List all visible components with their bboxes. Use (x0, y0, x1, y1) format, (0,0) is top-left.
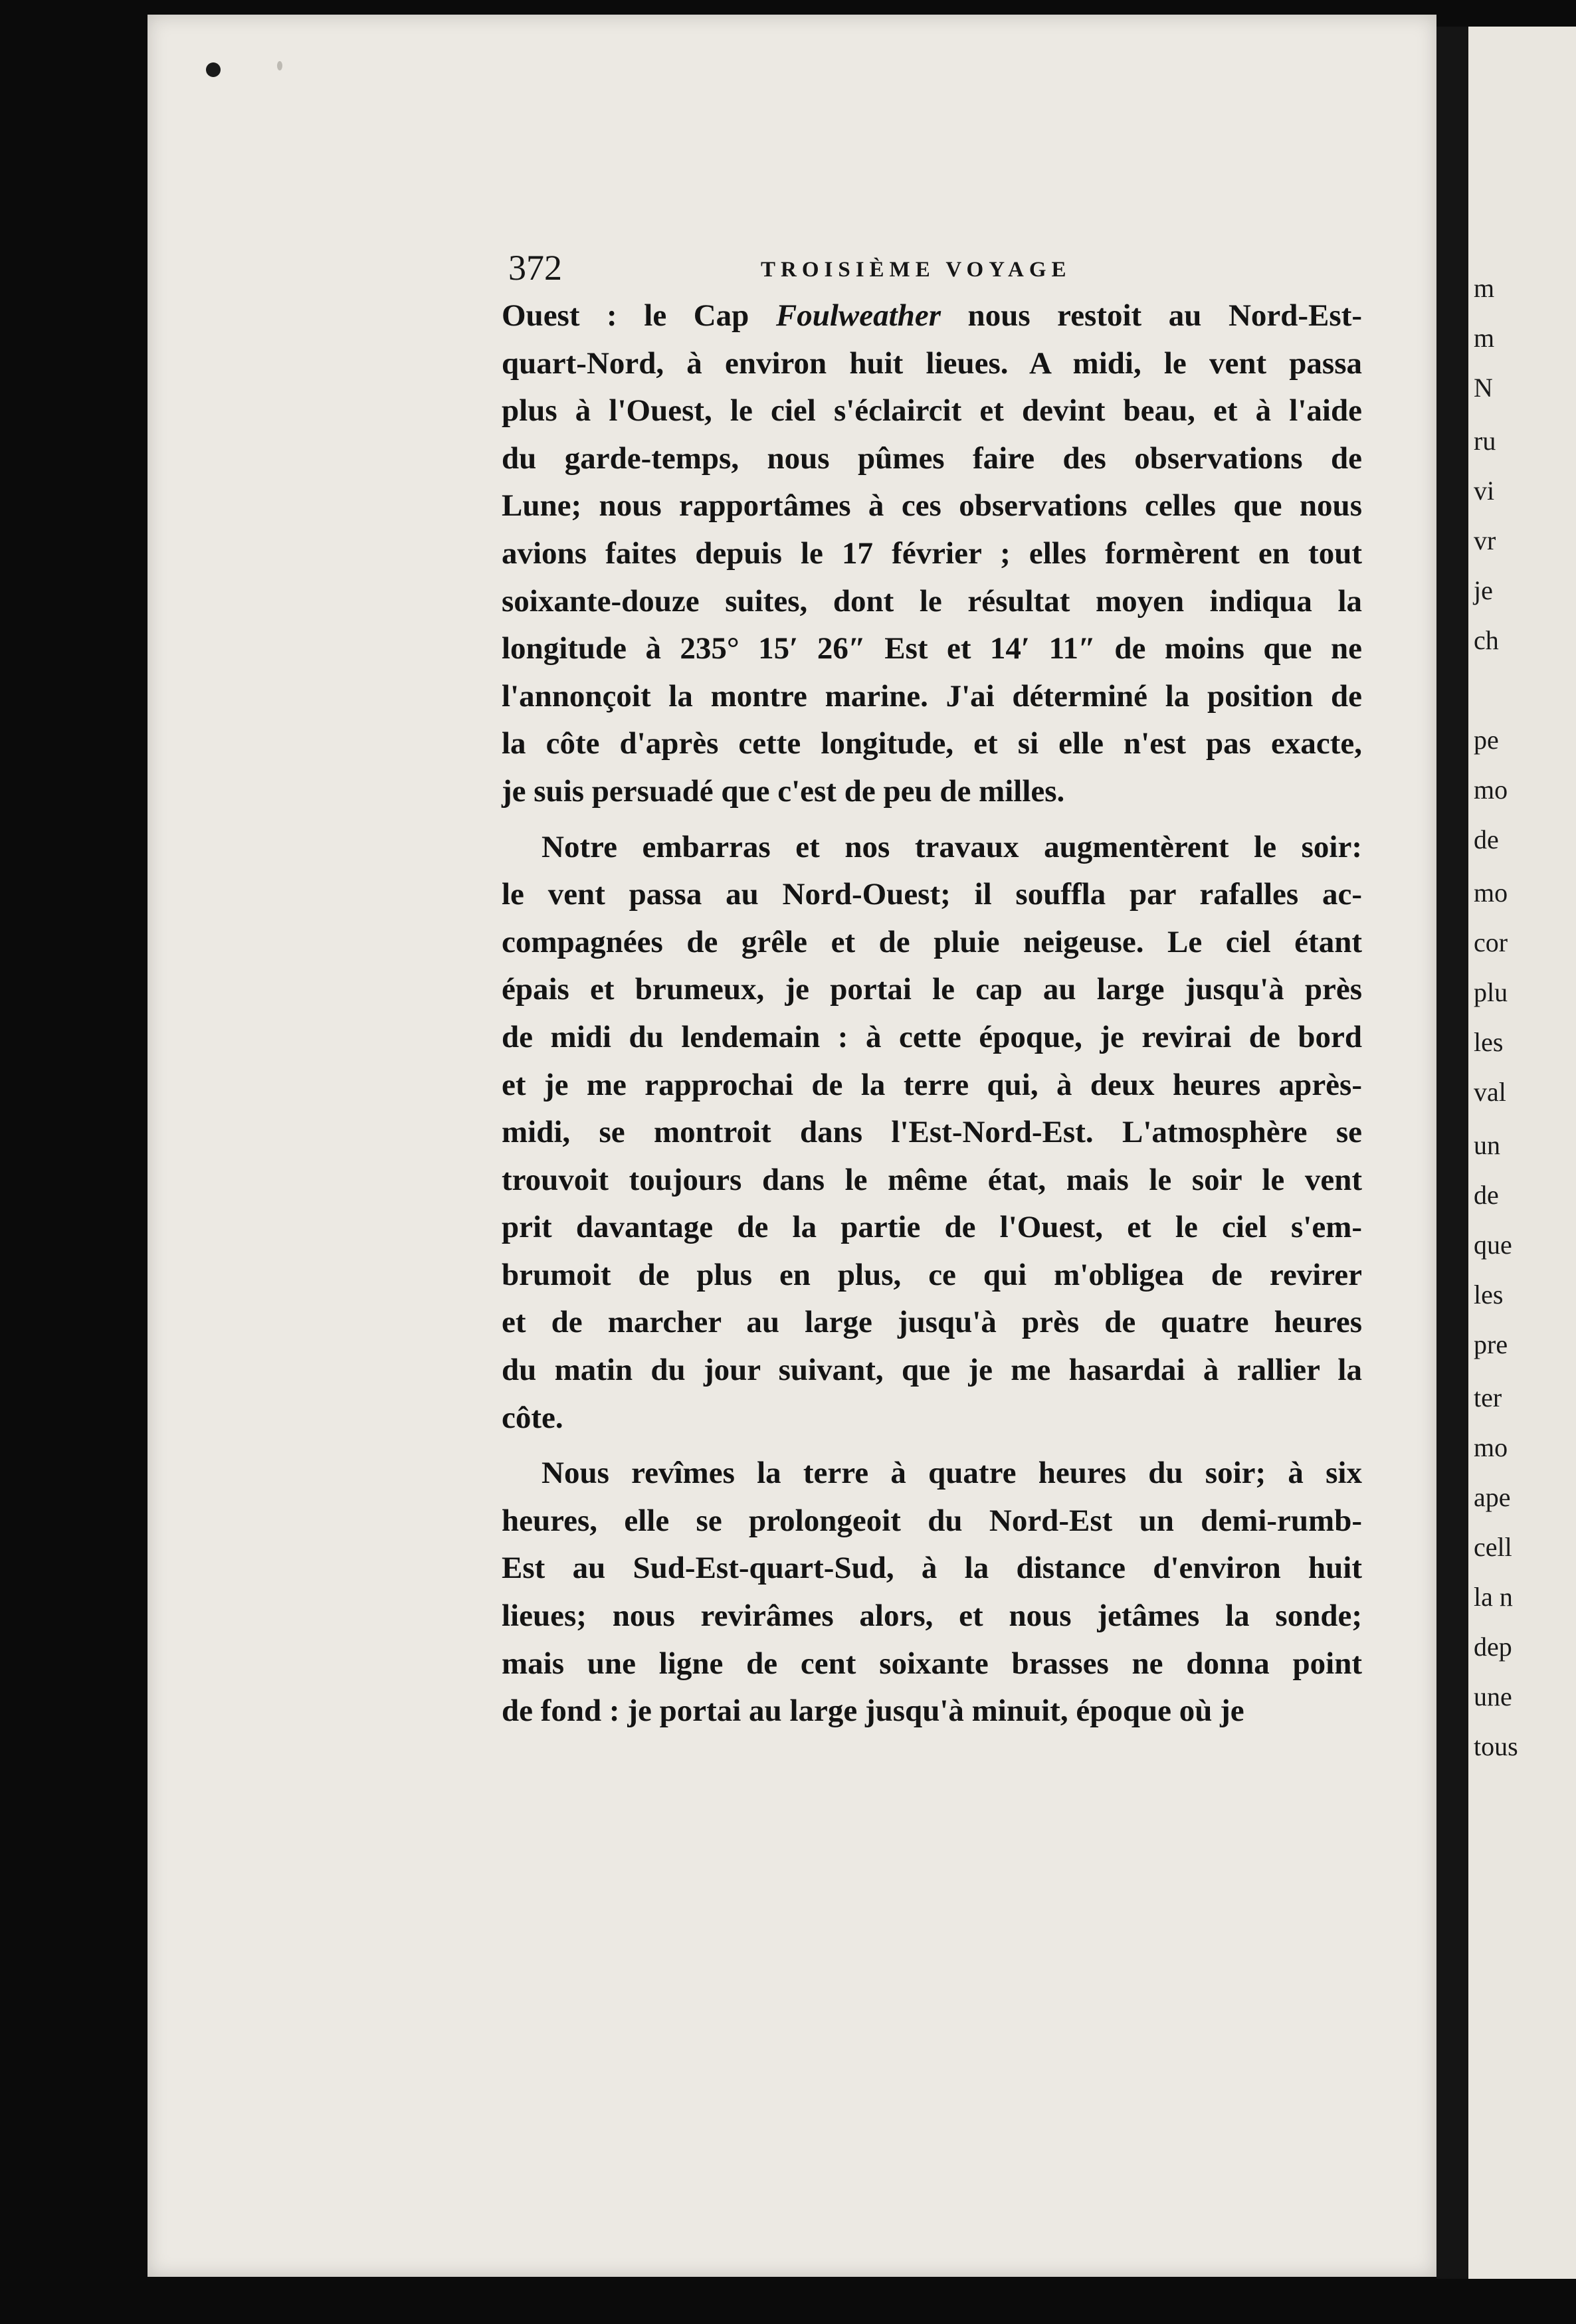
adjacent-page-fragment: m (1474, 323, 1495, 353)
adjacent-page-fragment: ch (1474, 625, 1499, 655)
text-line: de fond : je portai au large jusqu'à minuit, époque où je (502, 1694, 1244, 1729)
adjacent-page-fragment: de (1474, 1180, 1499, 1210)
text-line: prit davantage de la partie de l'Ouest, et le ciel s'em- (502, 1210, 1362, 1245)
text-line: longitude à 235° 15′ 26″ Est et 14′ 11″ de moins que ne (502, 631, 1362, 666)
adjacent-page-fragment: je (1474, 575, 1493, 605)
paragraph (502, 292, 1362, 816)
adjacent-page-fragment: dep (1474, 1632, 1512, 1662)
running-head: TROISIÈME VOYAGE (761, 258, 1072, 282)
text-line: compagnées de grêle et de pluie neigeuse. Le ciel étant (502, 924, 1362, 959)
adjacent-page-fragment: une (1474, 1682, 1512, 1711)
text-line: brumoit de plus en plus, ce qui m'obligea de revirer (502, 1257, 1362, 1292)
ink-spot (277, 61, 282, 70)
adjacent-page-fragment: mo (1474, 878, 1508, 908)
book-gutter (1436, 27, 1468, 2279)
adjacent-page-fragment: m (1474, 273, 1495, 303)
text-line: et je me rapprochai de la terre qui, à deux heures après- (502, 1067, 1362, 1102)
adjacent-page-fragment: vr (1474, 526, 1496, 555)
text-line: du garde-temps, nous pûmes faire des observations de (502, 440, 1362, 476)
adjacent-page-fragment: ter (1474, 1383, 1502, 1412)
adjacent-page-fragment: mo (1474, 1432, 1508, 1462)
adjacent-page-fragment: plu (1474, 977, 1508, 1007)
text-line: heures, elle se prolongeoit du Nord-Est un demi-rumb- (502, 1503, 1362, 1538)
text-line: Notre embarras et nos travaux augmentèrent le soir: (542, 829, 1362, 864)
italic-place-name: Foulweather (775, 298, 941, 333)
text-line: mais une ligne de cent soixante brasses ne donna point (502, 1646, 1362, 1681)
text-line: l'annonçoit la montre marine. J'ai déterminé la position de (502, 678, 1362, 714)
adjacent-page-fragment: les (1474, 1280, 1504, 1309)
text-line: midi, se montroit dans l'Est-Nord-Est. L'atmosphère se (502, 1115, 1362, 1150)
adjacent-page-fragment: pre (1474, 1329, 1508, 1359)
adjacent-page-fragment: ape (1474, 1482, 1511, 1512)
text-line: et de marcher au large jusqu'à près de quatre heures (502, 1305, 1362, 1340)
text-line: côte. (502, 1400, 563, 1435)
text-line: je suis persuadé que c'est de peu de milles. (502, 773, 1065, 809)
text-line: soixante-douze suites, dont le résultat moyen indiqua la (502, 583, 1362, 619)
text-line: avions faites depuis le 17 février ; elles formèrent en tout (502, 535, 1362, 571)
adjacent-page-fragment: mo (1474, 775, 1508, 805)
adjacent-page-fragment: cor (1474, 927, 1508, 957)
text-line: du matin du jour suivant, que je me hasardai à rallier la (502, 1353, 1362, 1388)
text-line: Ouest : le Cap Foulweather nous restoit au Nord-Est- (502, 298, 1362, 333)
text-line: trouvoit toujours dans le même état, mais le soir le vent (502, 1162, 1362, 1197)
adjacent-page-fragment: un (1474, 1130, 1500, 1160)
adjacent-page-fragment: de (1474, 824, 1499, 854)
text-line: la côte d'après cette longitude, et si elle n'est pas exacte, (502, 726, 1362, 761)
adjacent-page-fragment: cell (1474, 1532, 1512, 1562)
paragraph (502, 824, 1362, 1442)
paragraph (502, 1450, 1362, 1735)
text-line: Est au Sud-Est-quart-Sud, à la distance d'environ huit (502, 1551, 1362, 1586)
page-header (508, 248, 1359, 288)
adjacent-page-edge (1468, 27, 1576, 2279)
adjacent-page-fragment: ru (1474, 426, 1496, 456)
body-text (502, 292, 1362, 1735)
adjacent-page-fragment: vi (1474, 476, 1495, 506)
adjacent-page-fragment: N (1474, 373, 1493, 403)
text-line: Nous revîmes la terre à quatre heures du soir; à six (542, 1456, 1362, 1491)
ink-spot (206, 62, 221, 77)
page-number: 372 (508, 248, 562, 288)
text-line: de midi du lendemain : à cette époque, je revirai de bord (502, 1019, 1362, 1054)
adjacent-page-fragment: les (1474, 1027, 1504, 1057)
adjacent-page-fragment: la n (1474, 1582, 1513, 1612)
adjacent-page-fragment: tous (1474, 1731, 1518, 1761)
adjacent-page-fragment: val (1474, 1077, 1506, 1107)
adjacent-page-fragment: que (1474, 1230, 1512, 1260)
text-line: plus à l'Ouest, le ciel s'éclaircit et devint beau, et à l'aide (502, 393, 1362, 429)
text-line: lieues; nous revirâmes alors, et nous jetâmes la sonde; (502, 1598, 1362, 1634)
adjacent-page-fragment: pe (1474, 725, 1499, 755)
text-line: Lune; nous rapportâmes à ces observations celles que nous (502, 488, 1362, 524)
text-line: le vent passa au Nord-Ouest; il souffla par rafalles ac- (502, 877, 1362, 912)
text-line: épais et brumeux, je portai le cap au large jusqu'à près (502, 972, 1362, 1007)
text-line: quart-Nord, à environ huit lieues. A midi, le vent passa (502, 345, 1362, 381)
